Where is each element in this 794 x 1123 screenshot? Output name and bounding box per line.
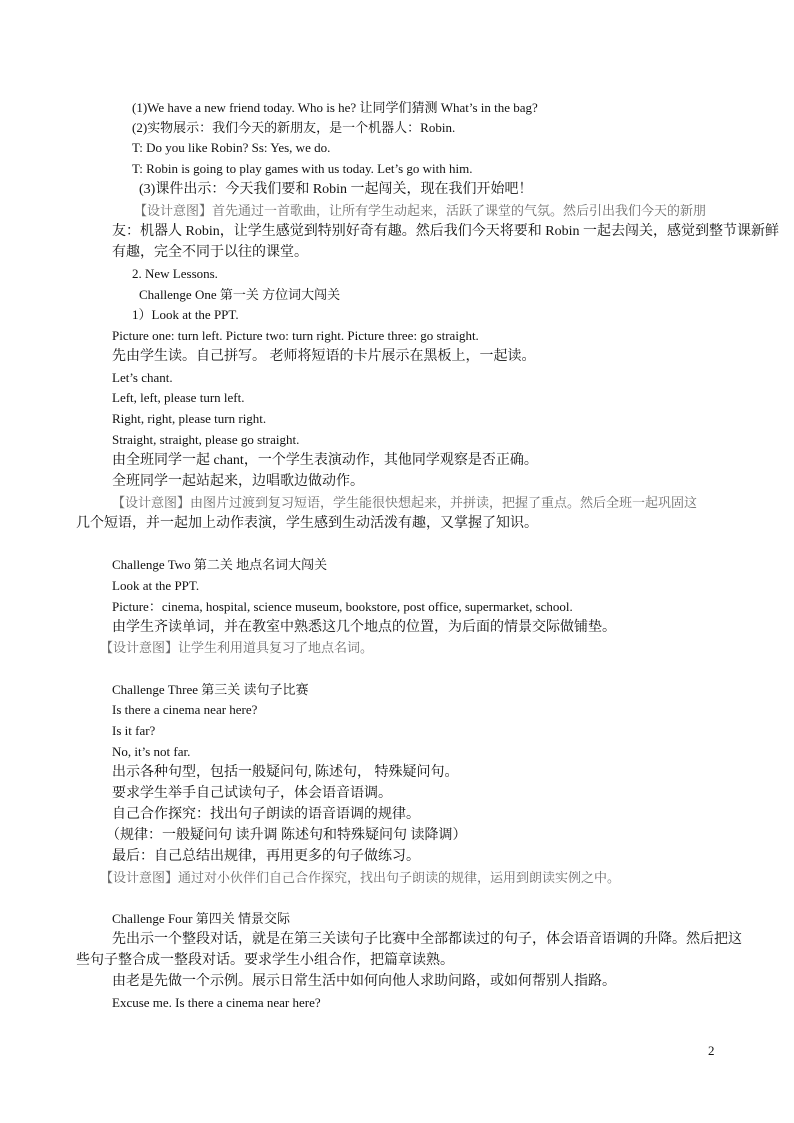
- line-places: Picture：cinema, hospital, science museum, bookstore, post office, supermarket, school.: [112, 599, 573, 614]
- section-new-lessons: 2. New Lessons.: [132, 266, 218, 281]
- line-explore: 自己合作探究：找出句子朗读的语音语调的规律。: [112, 807, 420, 822]
- line-chant: Let’s chant.: [112, 370, 173, 385]
- design-intent-1-cont: 友：机器人 Robin，让学生感觉到特别好奇有趣。然后我们今天将要和 Robin 一起去闯关，感觉到整节课新鲜: [112, 224, 779, 239]
- line-summary: 最后：自己总结出规律，再用更多的句子做练习。: [112, 849, 420, 864]
- line-left: Left, left, please turn left.: [112, 390, 245, 405]
- line-dialogue-cont: 些句子整合成一整段对话。要求学生小组合作，把篇章读熟。: [76, 953, 454, 968]
- line-1: (1)We have a new friend today. Who is he? 让同学们猜测 What’s in the bag?: [132, 100, 538, 115]
- line-class-chant: 由全班同学一起 chant，一个学生表演动作，其他同学观察是否正确。: [112, 453, 538, 468]
- line-example: 由老是先做一个示例。展示日常生活中如何向他人求助问路，或如何帮别人指路。: [112, 974, 616, 989]
- design-intent-2: 【设计意图】由图片过渡到复习短语，学生能很快想起来，并拼读，把握了重点。然后全班一起巩固这: [112, 495, 698, 510]
- design-intent-3: 【设计意图】让学生利用道具复习了地点名词。: [100, 640, 374, 655]
- line-pictures: Picture one: turn left. Picture two: turn right. Picture three: go straight.: [112, 328, 479, 343]
- challenge-three-heading: Challenge Three 第三关 读句子比赛: [112, 682, 309, 697]
- line-read-words: 由学生齐读单词，并在教室中熟悉这几个地点的位置，为后面的情景交际做铺垫。: [112, 620, 616, 635]
- design-intent-2-cont: 几个短语，并一起加上动作表演，学生感到生动活泼有趣，又掌握了知识。: [76, 516, 538, 531]
- line-right: Right, right, please turn right.: [112, 411, 267, 426]
- line-q3: No, it’s not far.: [112, 744, 191, 759]
- line-look-ppt-1: 1）Look at the PPT.: [132, 307, 239, 322]
- challenge-one-heading: Challenge One 第一关 方位词大闯关: [139, 287, 341, 302]
- line-4: T: Robin is going to play games with us today. Let’s go with him.: [132, 161, 473, 176]
- line-dialogue: 先出示一个整段对话，就是在第三关读句子比赛中全部都读过的句子，体会语音语调的升降。然后把这: [112, 932, 742, 947]
- line-excuse-me: Excuse me. Is there a cinema near here?: [112, 995, 321, 1010]
- line-rule: （规律：一般疑问句 读升调 陈述句和特殊疑问句 读降调）: [106, 828, 467, 843]
- line-sentence-types: 出示各种句型，包括一般疑问句, 陈述句， 特殊疑问句。: [112, 765, 459, 780]
- design-intent-1-end: 有趣，完全不同于以往的课堂。: [112, 245, 308, 260]
- line-q2: Is it far?: [112, 723, 156, 738]
- page-number: 2: [708, 1043, 715, 1058]
- challenge-two-heading: Challenge Two 第二关 地点名词大闯关: [112, 557, 328, 572]
- line-3: T: Do you like Robin? Ss: Yes, we do.: [132, 140, 331, 155]
- line-look-ppt-2: Look at the PPT.: [112, 578, 200, 593]
- line-q1: Is there a cinema near here?: [112, 702, 258, 717]
- line-read: 先由学生读。自己拼写。 老师将短语的卡片展示在黑板上，一起读。: [112, 349, 536, 364]
- line-2: (2)实物展示：我们今天的新朋友，是一个机器人：Robin.: [132, 120, 456, 135]
- line-try-read: 要求学生举手自己试读句子，体会语音语调。: [112, 786, 392, 801]
- design-intent-1: 【设计意图】首先通过一首歌曲，让所有学生动起来，活跃了课堂的气氛。然后引出我们今天的新朋: [134, 203, 707, 218]
- line-5: (3)课件出示：今天我们要和 Robin 一起闯关，现在我们开始吧！: [139, 182, 533, 197]
- line-stand-up: 全班同学一起站起来，边唱歌边做动作。: [112, 474, 364, 489]
- challenge-four-heading: Challenge Four 第四关 情景交际: [112, 911, 291, 926]
- design-intent-4: 【设计意图】通过对小伙伴们自己合作探究，找出句子朗读的规律，运用到朗读实例之中。: [100, 870, 621, 885]
- line-straight: Straight, straight, please go straight.: [112, 432, 300, 447]
